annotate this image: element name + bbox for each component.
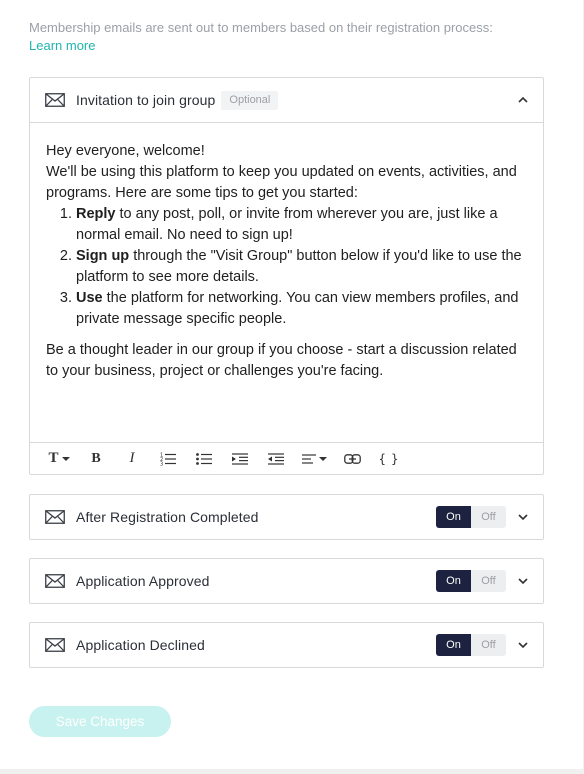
toggle-off-option[interactable]: Off [471,634,506,656]
italic-button[interactable] [114,443,150,475]
bullet-list-icon [196,452,212,466]
ordered-list-icon [160,452,176,466]
panel-title: Application Declined [76,637,205,653]
list-item [76,204,527,246]
email-closing: Be a thought leader in our group if you choose - start a discussion related to your business, project or challenges you're facing. [46,342,517,379]
on-off-toggle[interactable] [436,570,506,592]
code-icon: { } [378,451,398,466]
align-left-icon [302,454,316,464]
email-intro: We'll be using this platform to keep you updated on events, activities, and programs. Here are some tips to get you started: [46,164,517,201]
text-style-icon: T [48,450,59,466]
save-changes-button[interactable]: Save Changes [29,706,171,737]
intro-text: Membership emails are sent out to members based on their registration process: [29,20,493,35]
application-approved-email-panel [29,558,544,604]
on-off-toggle[interactable] [436,634,506,656]
chevron-up-icon[interactable] [517,94,529,106]
bold-button[interactable] [78,443,114,475]
tip-text: through the "Visit Group" button below if you'd like to use the platform to see more details. [76,248,522,285]
toggle-off-option[interactable]: Off [471,506,506,528]
caret-down-icon [62,456,70,462]
application-approved-panel-header[interactable] [30,559,543,603]
tip-text: to any post, poll, or invite from wherever you are, just like a normal email. No need to sign up! [76,206,498,243]
italic-icon: I [129,450,135,466]
mail-icon [45,574,65,588]
indent-icon [232,453,248,465]
chevron-down-icon[interactable] [517,511,529,523]
align-button[interactable] [294,443,334,475]
application-declined-email-panel [29,622,544,668]
tip-bold: Sign up [76,248,130,264]
tip-text: the platform for networking. You can view members profiles, and private message specific people. [76,290,519,327]
chevron-down-icon[interactable] [517,575,529,587]
mail-icon [45,638,65,652]
on-off-toggle[interactable] [436,506,506,528]
optional-badge: Optional [221,91,278,110]
learn-more-link[interactable]: Learn more [29,38,96,53]
code-button[interactable] [370,443,406,475]
bold-icon: B [91,450,101,466]
toggle-on-option[interactable]: On [436,570,471,592]
ordered-list-button[interactable] [150,443,186,475]
after-registration-panel-header[interactable] [30,495,543,539]
email-body-editor[interactable] [30,122,543,442]
panel-title: Application Approved [76,573,210,589]
invitation-panel-header[interactable] [30,78,543,122]
link-button[interactable] [334,443,370,475]
bottom-divider [0,769,584,774]
tip-bold: Use [76,290,103,306]
toggle-on-option[interactable]: On [436,506,471,528]
chevron-down-icon[interactable] [517,639,529,651]
intro-text-block [29,19,559,55]
toggle-off-option[interactable]: Off [471,570,506,592]
email-greeting: Hey everyone, welcome! [46,143,205,159]
mail-icon [45,510,65,524]
after-registration-email-panel [29,494,544,540]
indent-button[interactable] [222,443,258,475]
invitation-panel-title: Invitation to join group [76,92,216,108]
link-icon [344,454,361,464]
application-declined-panel-header[interactable] [30,623,543,667]
panel-title: After Registration Completed [76,509,259,525]
bullet-list-button[interactable] [186,443,222,475]
list-item [76,288,527,330]
svg-text:2: 2 [160,456,164,463]
toggle-on-option[interactable]: On [436,634,471,656]
tips-list [46,204,527,330]
svg-text:3: 3 [160,461,164,466]
outdent-icon [268,453,284,465]
svg-text:1: 1 [160,452,164,458]
list-item [76,246,527,288]
tip-bold: Reply [76,206,116,222]
editor-toolbar [30,442,543,474]
mail-icon [45,93,65,107]
text-style-button[interactable] [40,443,78,475]
invitation-email-panel [29,77,544,475]
outdent-button[interactable] [258,443,294,475]
caret-down-icon [319,456,327,462]
